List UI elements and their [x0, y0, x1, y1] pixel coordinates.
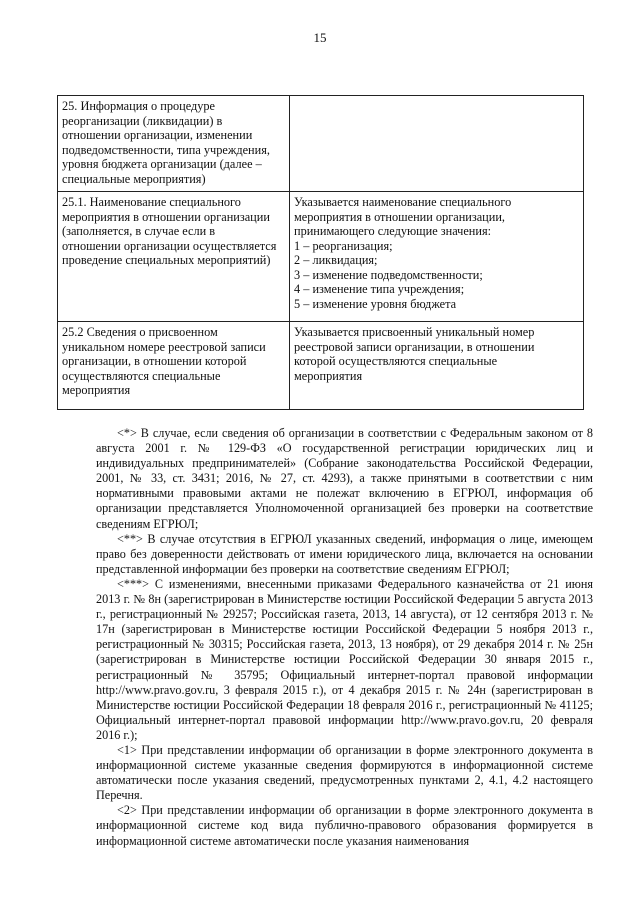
cell-line: уникальном номере реестровой записи — [62, 339, 266, 354]
cell-line: уровня бюджета организации (далее – — [62, 157, 262, 171]
table-row — [58, 96, 584, 192]
cell-line: 5 – изменение уровня бюджета — [294, 296, 457, 311]
cell-line: организации, в отношении которой — [62, 354, 247, 368]
cell-line: отношении организации, изменении — [62, 128, 253, 142]
cell-line: Указывается присвоенный уникальный номер — [294, 325, 535, 339]
cell-line: реорганизации (ликвидации) в — [62, 113, 223, 128]
table-cell-value — [290, 322, 584, 410]
table-cell-value — [290, 192, 584, 322]
cell-line: проведение специальных мероприятий) — [62, 253, 271, 267]
cell-line: реестровой записи организации, в отношении — [294, 339, 535, 354]
cell-line: отношении организации осуществляется — [62, 238, 277, 253]
table-row — [58, 322, 584, 410]
footnote-5: <2> При представлении информации об организации в форме электронного документа в информационной системе код вида публично-правового образования формируется в информационной системе автоматически после указания наименования — [96, 803, 593, 848]
table-cell-label — [58, 192, 290, 322]
cell-line: принимающего следующие значения: — [294, 224, 492, 238]
footnote-1: <*> В случае, если сведения об организации в соответствии с Федеральным законом от 8 августа 2001 г. № 129-ФЗ «О государственной регистрации юридических лиц и индивидуальных предпринимателей» (Собрание законодательства Российской Федерации, 2001, № 33, ст. 3431; 2016, № 27, ст. 4293), а также принятыми в соответствии с ним нормативными правовыми актами не полежат включению в ЕГРЮЛ, информация об организации представляется Уполномоченной организацией без проверки на соответствие сведениям ЕГРЮЛ; — [96, 426, 593, 531]
cell-line: мероприятия — [294, 368, 363, 383]
footnotes — [96, 426, 593, 849]
footnote-2: <**> В случае отсутствия в ЕГРЮЛ указанных сведений, информация о лице, имеющем право без доверенности действовать от имени юридического лица, включается на основании представленной информации без проверки на соответствие сведениям ЕГРЮЛ; — [96, 531, 593, 576]
cell-line: подведомственности, типа учреждения, — [62, 142, 270, 157]
table-cell-label — [58, 96, 290, 192]
cell-line: 1 – реорганизация; — [294, 238, 393, 253]
cell-line: которой осуществляются специальные — [294, 354, 498, 368]
cell-line: мероприятия в отношении организации — [62, 209, 270, 224]
footnote-3: <***> С изменениями, внесенными приказами Федерального казначейства от 21 июня 2013 г. № 8н (зарегистрирован в Министерстве юстиции Российской Федерации 5 августа 2013 г., регистрационный № 29257; Российская газета, 2013, 14 августа), от 12 сентября 2013 г. № 17н (зарегистрирован в Министерстве юстиции Российской Федерации 5 ноября 2013 г., регистрационный № 30315; Российская газета, 2013, 13 ноября), от 29 декабря 2014 г. № 25н (зарегистрирован в Министерстве юстиции Российской Федерации 30 января 2015 г., регистрационный № 35795; Официальный интернет-портал правовой информации http://www.pravo.gov.ru, 3 февраля 2015 г.), от 4 декабря 2015 г. № 24н (зарегистрирован в Министерстве юстиции Российской Федерации 18 февраля 2016 г., регистрационный № 41125; Официальный интернет-портал правовой информации http://www.pravo.gov.ru, 20 февраля 2016 г.); — [96, 576, 593, 742]
cell-line: 25. Информация о процедуре — [62, 99, 216, 113]
table-row — [58, 192, 584, 322]
cell-line: осуществляются специальные — [62, 368, 221, 383]
cell-line: 25.2 Сведения о присвоенном — [62, 325, 218, 339]
table-cell-label — [58, 322, 290, 410]
info-table — [57, 95, 584, 410]
footnote-4: <1> При представлении информации об организации в форме электронного документа в информационной системе указанные сведения формируются в информационной системе автоматически после указания сведений, предусмотренных пунктами 2, 4.1, 4.2 настоящего Перечня. — [96, 742, 593, 803]
table-cell-value — [290, 96, 584, 192]
page-number: 15 — [313, 30, 327, 45]
cell-line: 3 – изменение подведомственности; — [294, 267, 483, 282]
cell-line: Указывается наименование специального — [294, 195, 512, 209]
cell-line: 2 – ликвидация; — [294, 253, 378, 267]
cell-line: 25.1. Наименование специального — [62, 195, 241, 209]
cell-line: 4 – изменение типа учреждения; — [294, 282, 465, 296]
cell-line: мероприятия в отношении организации, — [294, 209, 505, 224]
cell-line: мероприятия — [62, 383, 131, 397]
cell-line: (заполняется, в случае если в — [62, 224, 216, 238]
cell-line: специальные мероприятия) — [62, 171, 206, 186]
